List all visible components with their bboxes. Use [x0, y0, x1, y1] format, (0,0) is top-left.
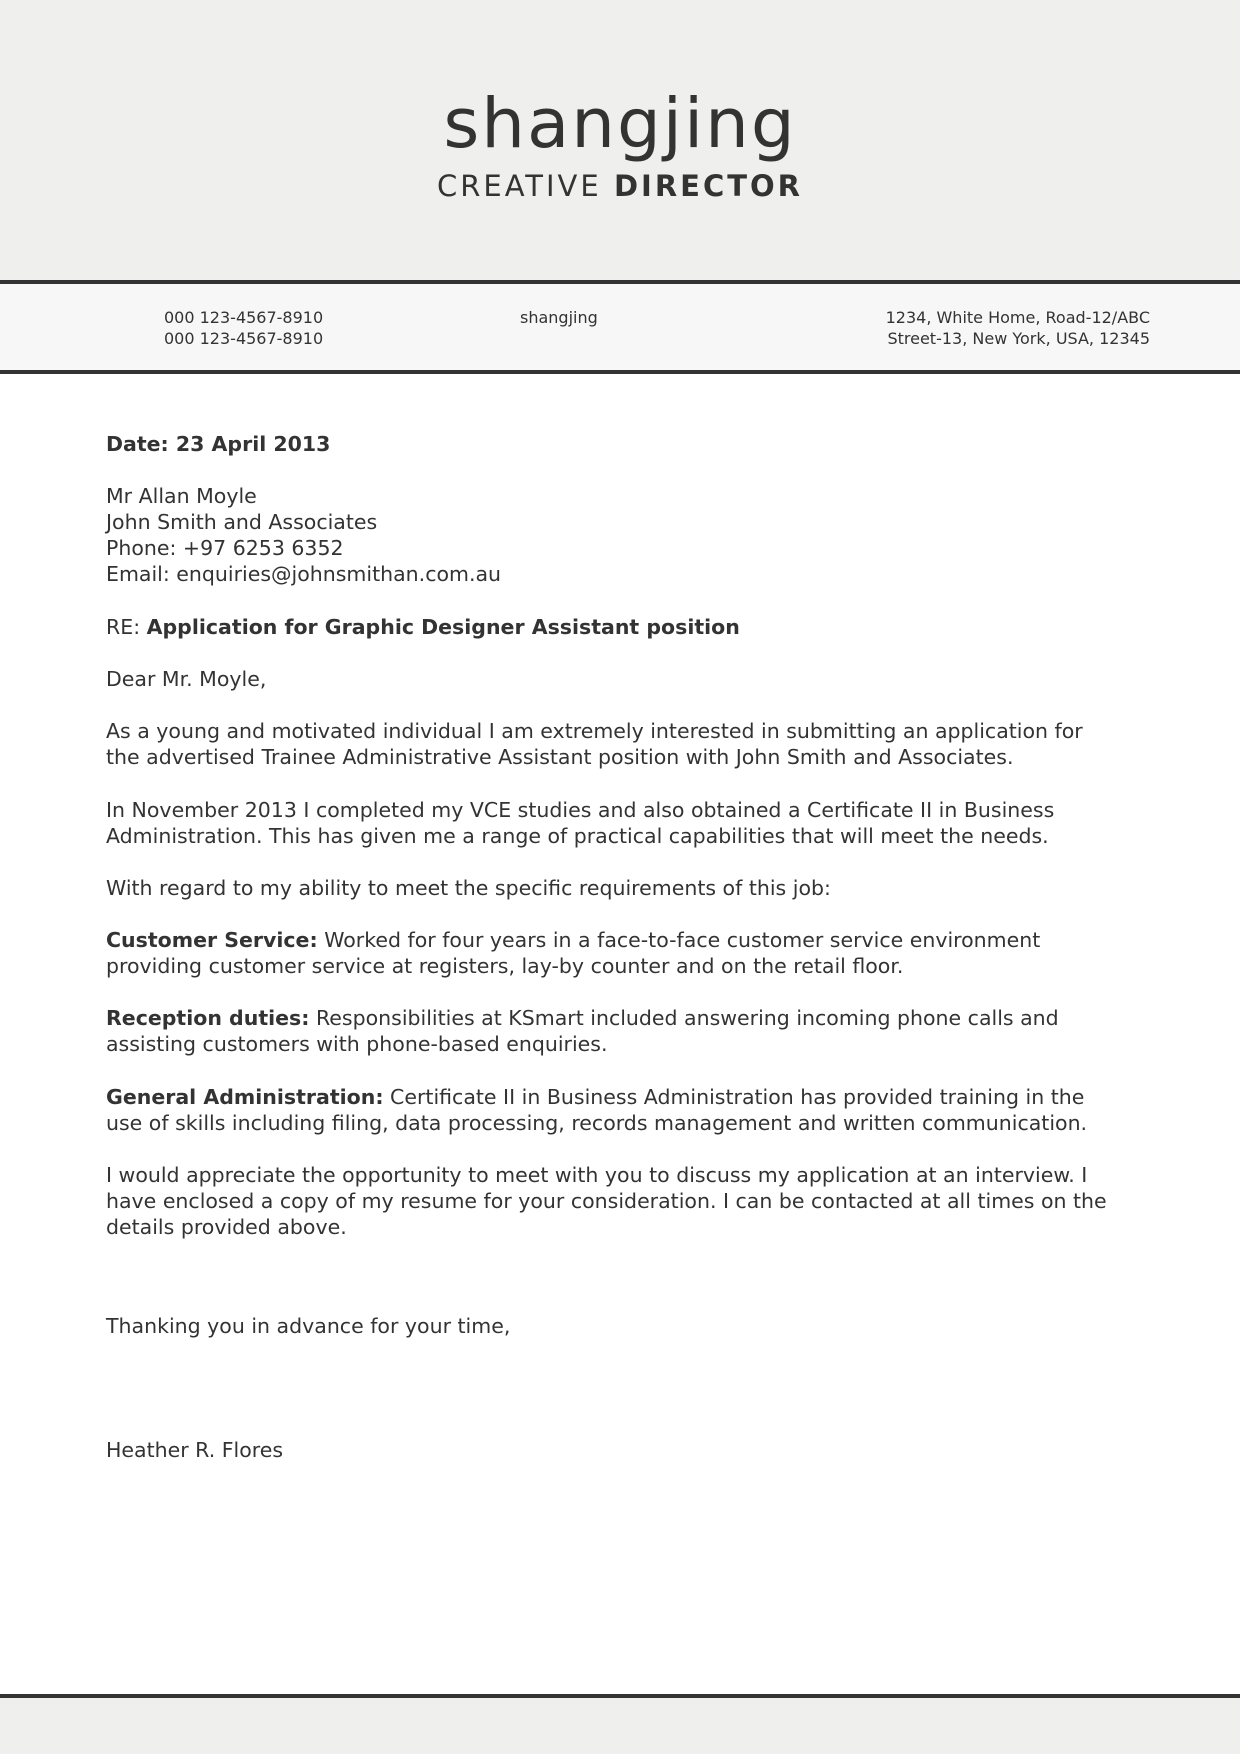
sender-title [0, 168, 1240, 204]
contact-website: shangjing [520, 308, 598, 327]
subject-text: Application for Graphic Designer Assistant position [146, 615, 740, 639]
recipient-name: Mr Allan Moyle [106, 484, 257, 508]
contact-address-line-1: 1234, White Home, Road-12/ABC [885, 308, 1150, 327]
paragraph-4-line-3: details provided above. [106, 1215, 347, 1239]
recipient-email: Email: enquiries@johnsmithan.com.au [106, 562, 502, 586]
requirement-2-label: Reception duties: [106, 1006, 310, 1030]
closing: Thanking you in advance for your time, [106, 1314, 511, 1338]
recipient-phone: Phone: +97 6253 6352 [106, 536, 344, 560]
header-divider-bottom [0, 370, 1240, 374]
paragraph-1-line-2: the advertised Trainee Administrative Assistant position with John Smith and Associates. [106, 745, 1014, 769]
requirement-1-label: Customer Service: [106, 928, 318, 952]
subject-line [106, 614, 1146, 640]
paragraph-3: With regard to my ability to meet the specific requirements of this job: [106, 876, 831, 900]
signature-name: Heather R. Flores [106, 1438, 284, 1462]
paragraph-2-line-1: In November 2013 I completed my VCE studies and also obtained a Certificate II in Business [106, 798, 1055, 822]
recipient-company: John Smith and Associates [106, 510, 378, 534]
requirement-3-text: Certificate II in Business Administration has provided training in the [383, 1085, 1085, 1109]
subject-label: RE: [106, 615, 141, 639]
paragraph-4-line-2: have enclosed a copy of my resume for your consideration. I can be contacted at all times on the [106, 1189, 1107, 1213]
letterhead-footer [0, 1698, 1240, 1754]
title-bold: DIRECTOR [613, 169, 804, 203]
sender-name: shangjing [443, 84, 797, 164]
requirement-3-line-2: use of skills including filing, data processing, records management and written communication. [106, 1111, 1088, 1135]
letterhead-header [0, 0, 1240, 280]
letter-date: Date: 23 April 2013 [106, 432, 331, 456]
requirement-1-text: Worked for four years in a face-to-face customer service environment [317, 928, 1041, 952]
title-light: CREATIVE [436, 169, 602, 203]
contact-phone-2: 000 123-4567-8910 [164, 329, 324, 348]
requirement-3-line-1 [106, 1084, 1146, 1110]
requirement-1-line-1 [106, 927, 1146, 953]
requirement-2-line-2: assisting customers with phone-based enquiries. [106, 1032, 608, 1056]
salutation: Dear Mr. Moyle, [106, 667, 267, 691]
paragraph-4-line-1: I would appreciate the opportunity to meet with you to discuss my application at an interview. I [106, 1163, 1088, 1187]
paragraph-1-line-1: As a young and motivated individual I am extremely interested in submitting an application for [106, 719, 1083, 743]
contact-band [0, 284, 1240, 370]
contact-phone-1: 000 123-4567-8910 [164, 308, 324, 327]
requirement-2-text: Responsibilities at KSmart included answering incoming phone calls and [309, 1006, 1059, 1030]
paragraph-2-line-2: Administration. This has given me a range of practical capabilities that will meet the needs. [106, 824, 1049, 848]
requirement-1-line-2: providing customer service at registers, lay-by counter and on the retail floor. [106, 954, 904, 978]
contact-address-line-2: Street-13, New York, USA, 12345 [887, 329, 1150, 348]
requirement-3-label: General Administration: [106, 1085, 384, 1109]
requirement-2-line-1 [106, 1005, 1146, 1031]
